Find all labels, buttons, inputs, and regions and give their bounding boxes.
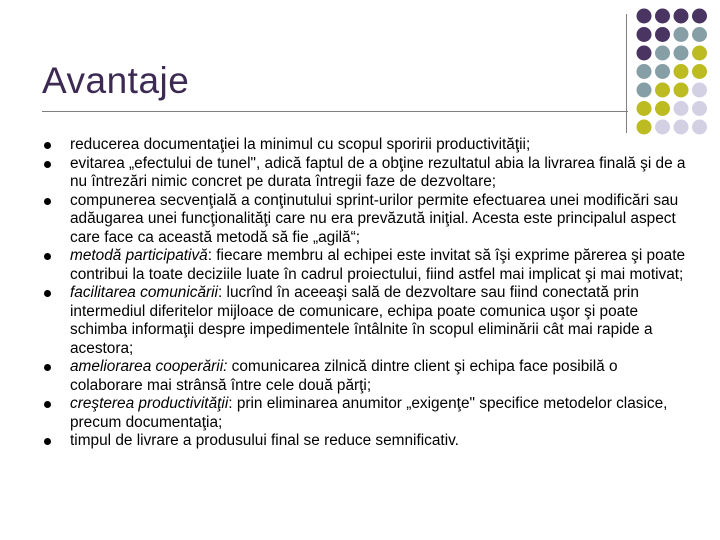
- decorative-dot: [637, 64, 652, 79]
- advantages-list: [44, 136, 694, 451]
- decorative-dot: [674, 120, 689, 135]
- bullet-emphasis: facilitarea comunicării: [70, 284, 218, 301]
- decorative-dot: [692, 83, 707, 98]
- bullet-icon: [44, 290, 51, 297]
- decorative-dot: [655, 27, 670, 42]
- bullet-icon: [44, 438, 51, 445]
- decorative-dot: [692, 46, 707, 61]
- decorative-dot: [674, 27, 689, 42]
- bullet-text: compunerea secvenţială a conţinutului sprint-urilor permite efectuarea unei modificări sau adăugarea unei funcţionalităţi care nu era prevăzută iniţial. Acesta este principalul aspect care face ca această metodă să fie „agilă“;: [70, 191, 679, 246]
- decorative-dot: [637, 101, 652, 116]
- list-item: [44, 395, 694, 432]
- decorative-dot: [655, 64, 670, 79]
- decorative-dot: [637, 46, 652, 61]
- bullet-text: : lucrînd în aceeaşi sală de dezvoltare sau fiind conectată prin intermediul diferitelor mijloace de comunicare, echipa poate comunica uşor şi poate schimba informaţii despre impedimentele întâlnite în scopul eliminării cât mai rapide a acestora;: [70, 284, 653, 357]
- vertical-divider: [626, 14, 627, 133]
- slide-title: Avantaje: [42, 60, 190, 101]
- decorative-dot: [674, 46, 689, 61]
- bullet-icon: [44, 161, 51, 168]
- decorative-dot: [674, 9, 689, 24]
- decorative-dot: [692, 27, 707, 42]
- decorative-dot: [655, 120, 670, 135]
- bullet-text: reducerea documentaţiei la minimul cu scopul sporirii productivităţii;: [70, 136, 531, 153]
- bullet-text: comunicarea zilnică dintre client şi echipa face posibilă o colaborare mai strânsă între cele două părţi;: [70, 358, 618, 394]
- decorative-dot: [637, 27, 652, 42]
- bullet-icon: [44, 198, 51, 205]
- bullet-emphasis: creşterea productivităţii: [70, 395, 229, 412]
- decorative-dot: [692, 120, 707, 135]
- list-item: [44, 432, 694, 451]
- decorative-dot: [655, 46, 670, 61]
- bullet-text: evitarea „efectului de tunel", adică faptul de a obţine rezultatul abia la livrarea finală şi de a nu întrezări nimic concret pe durata întregii faze de dezvoltare;: [70, 154, 686, 190]
- decorative-dot: [637, 83, 652, 98]
- list-item: [44, 284, 694, 358]
- bullet-icon: [44, 401, 51, 408]
- list-item: [44, 247, 694, 284]
- decorative-dot-grid: [636, 8, 714, 136]
- list-item: [44, 358, 694, 395]
- decorative-dot: [692, 9, 707, 24]
- bullet-icon: [44, 142, 51, 149]
- list-item: [44, 136, 694, 155]
- decorative-dot: [692, 64, 707, 79]
- bullet-text: : fiecare membru al echipei este invitat să îşi exprime părerea şi poate contribui la toate deciziile luate în cadrul proiectului, fiind astfel mai implicat şi mai motivat;: [70, 247, 686, 283]
- bullet-emphasis: metodă participativă: [70, 247, 208, 264]
- decorative-dot: [655, 101, 670, 116]
- bullet-icon: [44, 253, 51, 260]
- decorative-dot: [655, 83, 670, 98]
- bullet-text: timpul de livrare a produsului final se reduce semnificativ.: [70, 432, 459, 449]
- bullet-emphasis: ameliorarea cooperării:: [70, 358, 228, 375]
- decorative-dot: [674, 101, 689, 116]
- decorative-dot: [637, 120, 652, 135]
- bullet-text: : prin eliminarea anumitor „exigenţe" specifice metodelor clasice, precum documentaţia;: [70, 395, 668, 431]
- bullet-icon: [44, 364, 51, 371]
- decorative-dot: [637, 9, 652, 24]
- list-item: [44, 155, 694, 192]
- decorative-dot: [655, 9, 670, 24]
- list-item: [44, 192, 694, 248]
- decorative-dot: [674, 83, 689, 98]
- decorative-dot: [674, 64, 689, 79]
- title-underline: [42, 111, 628, 112]
- decorative-dot: [692, 101, 707, 116]
